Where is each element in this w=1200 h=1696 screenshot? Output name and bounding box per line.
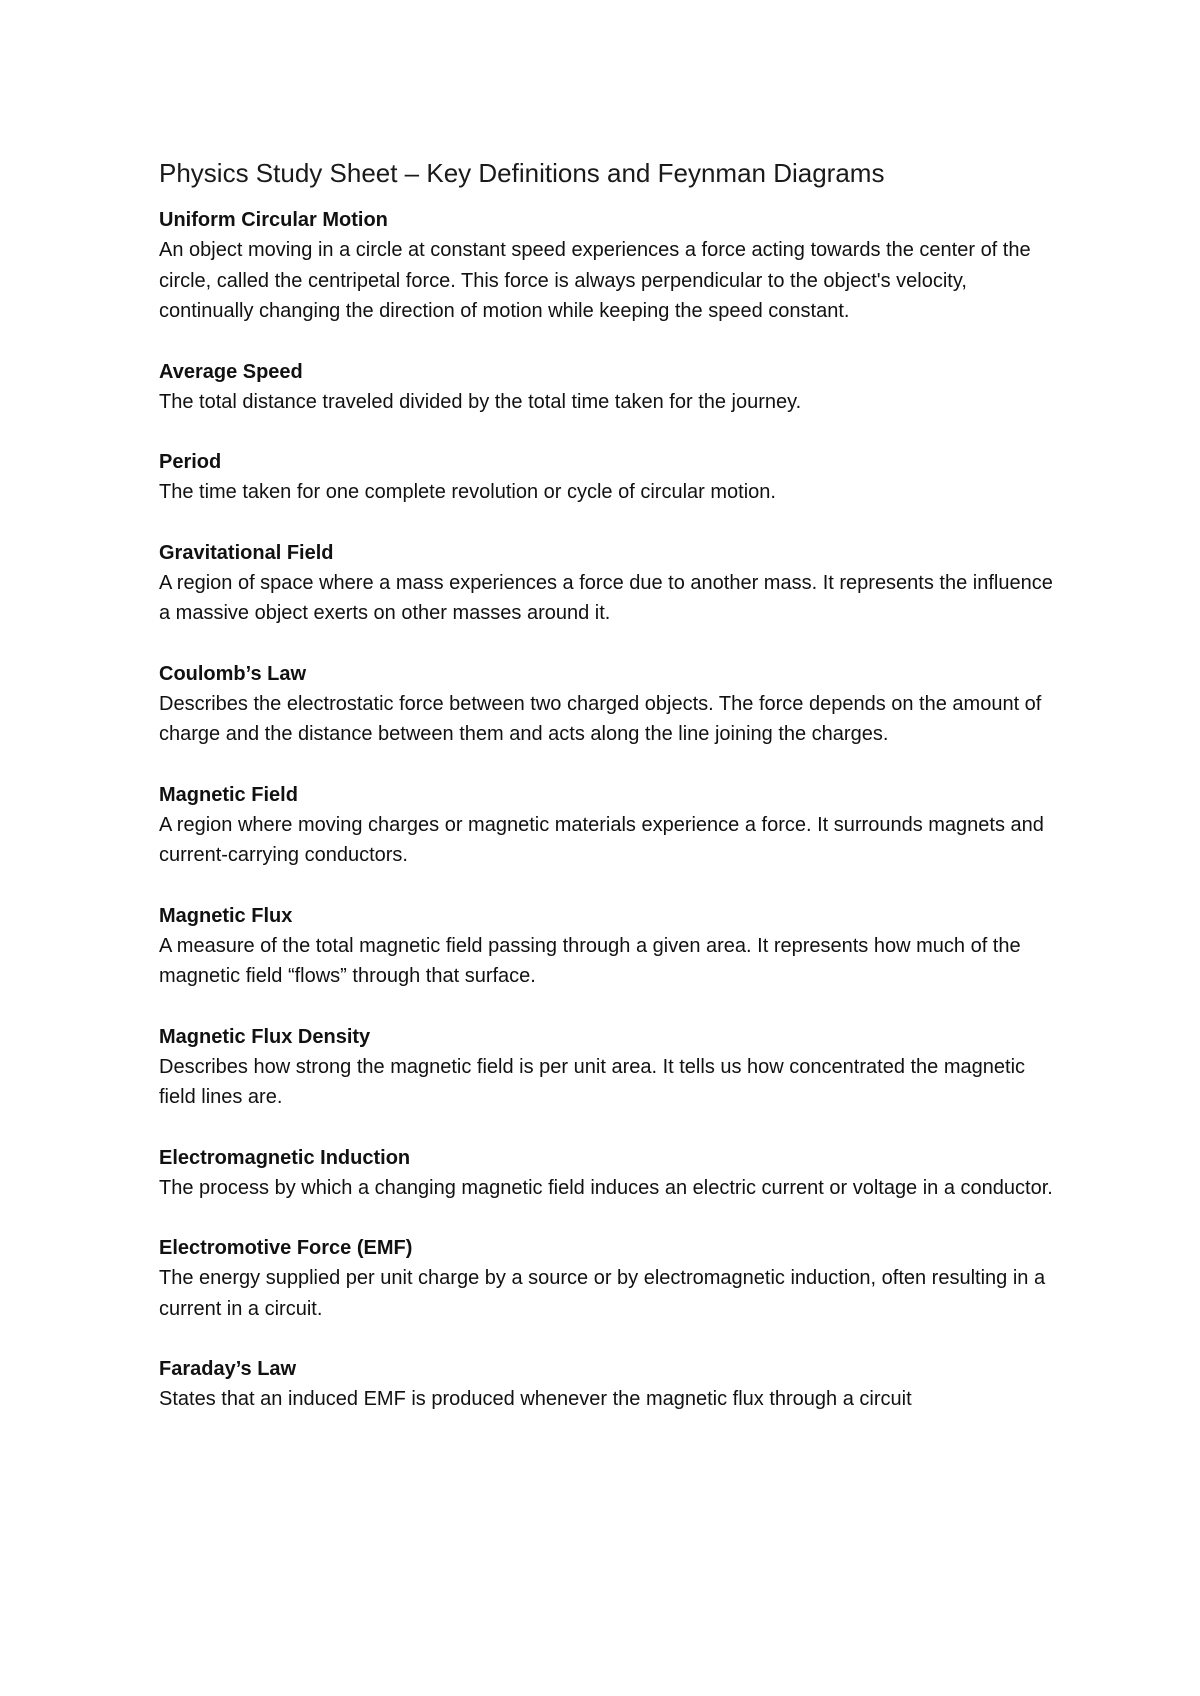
definition-entry [159,357,1059,418]
term-heading: Faraday’s Law [159,1358,297,1380]
term-heading: Uniform Circular Motion [159,209,388,231]
term-heading: Electromagnetic Induction [159,1146,411,1169]
definition-entry [159,1022,1059,1113]
definition-text: States that an induced EMF is produced whenever the magnetic flux through a circuit [159,1388,912,1410]
definition-text: The process by which a changing magnetic field induces an electric current or voltage in a conductor. [159,1176,1053,1199]
definition-text: Describes the electrostatic force between two charged objects. The force depends on the amount of charge and the distance between them and acts along the line joining the charges. [159,692,1042,745]
definition-entry [159,901,1059,992]
definition-text: A region of space where a mass experiences a force due to another mass. It represents the influence a massive object exerts on other masses around it. [159,571,1053,624]
term-heading: Magnetic Flux [159,904,293,927]
definition-text: The energy supplied per unit charge by a source or by electromagnetic induction, often resulting in a current in a circuit. [159,1267,1046,1320]
definition-text: A region where moving charges or magnetic materials experience a force. It surrounds magnets and current-carrying conductors. [159,813,1044,866]
term-heading: Electromotive Force (EMF) [159,1237,413,1259]
definition-entry [159,1354,1059,1415]
definition-text: A measure of the total magnetic field passing through a given area. It represents how much of the magnetic field “flows” through that surface. [159,934,1021,987]
document-page [159,155,1059,1445]
definition-text: An object moving in a circle at constant speed experiences a force acting towards the center of the circle, called the centripetal force. This force is always perpendicular to the object's velocity, continually changing the direction of motion while keeping the speed constant. [159,239,1031,322]
definition-entry [159,1233,1059,1324]
definition-text: The total distance traveled divided by the total time taken for the journey. [159,390,802,413]
term-heading: Coulomb’s Law [159,662,307,685]
term-heading: Period [159,451,222,473]
definition-entry [159,780,1059,871]
definition-entry [159,1143,1059,1204]
definition-entry [159,205,1059,327]
definition-text: Describes how strong the magnetic field is per unit area. It tells us how concentrated the magnetic field lines are. [159,1055,1026,1108]
definition-entry [159,538,1059,629]
term-heading: Magnetic Field [159,783,298,806]
page-title: Physics Study Sheet – Key Definitions and Feynman Diagrams [159,158,885,188]
term-heading: Gravitational Field [159,541,334,564]
definition-entry [159,447,1059,508]
definition-text: The time taken for one complete revolution or cycle of circular motion. [159,481,776,503]
term-heading: Magnetic Flux Density [159,1025,371,1048]
term-heading: Average Speed [159,360,303,383]
definition-entry [159,659,1059,750]
